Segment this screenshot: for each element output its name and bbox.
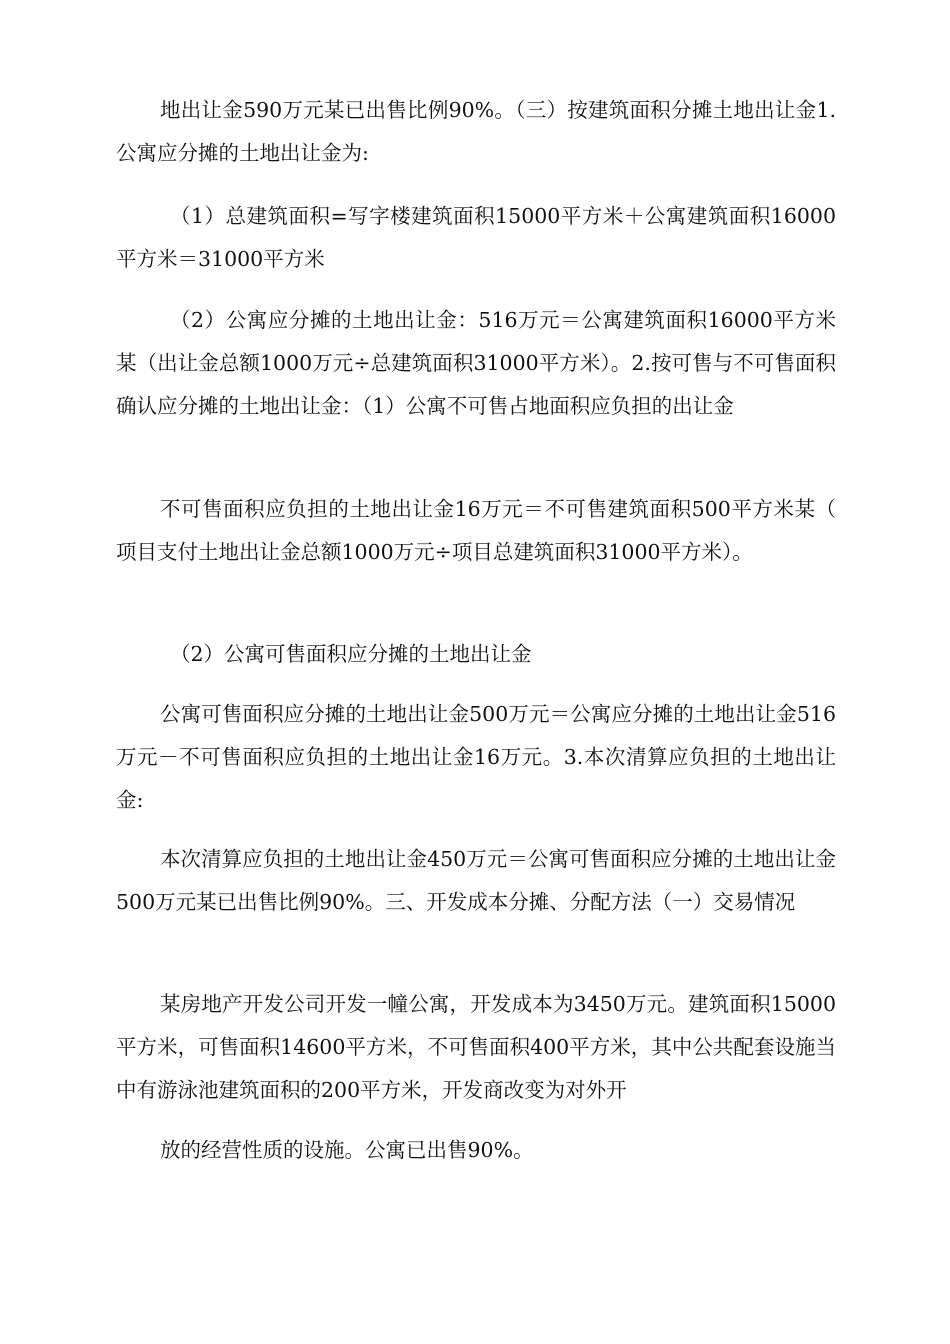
paragraph-land-fee-sold-ratio: 地出让金590万元某已出售比例90%。（三）按建筑面积分摊土地出让金1.公寓应分摊的土地出让金为: bbox=[116, 98, 836, 165]
paragraph-saleable-heading: （2）公寓可售面积应分摊的土地出让金 bbox=[170, 642, 532, 666]
paragraph-settlement-land-fee: 本次清算应负担的土地出让金450万元＝公寓可售面积应分摊的土地出让金500万元某已出售比例90%。三、开发成本分摊、分配方法（一）交易情况 bbox=[116, 847, 836, 914]
paragraph-development-cost-case: 某房地产开发公司开发一幢公寓，开发成本为3450万元。建筑面积15000平方米，可售面积14600平方米，不可售面积400平方米，其中公共配套设施当中有游泳池建筑面积的200平方米，开发商改变为对外开 bbox=[116, 992, 836, 1102]
paragraph-saleable-land-fee: 公寓可售面积应分摊的土地出让金500万元＝公寓应分摊的土地出让金516万元－不可售面积应负担的土地出让金16万元。3.本次清算应负担的土地出让金: bbox=[116, 702, 836, 812]
paragraph-apartment-land-fee: （2）公寓应分摊的土地出让金：516万元＝公寓建筑面积16000平方米某（出让金总额1000万元÷总建筑面积31000平方米）。2.按可售与不可售面积确认应分摊的土地出让金：（1）公寓不可售占地面积应负担的出让金 bbox=[116, 308, 836, 418]
paragraph-sold-percentage: 放的经营性质的设施。公寓已出售90%。 bbox=[160, 1138, 534, 1162]
paragraph-total-building-area: （1）总建筑面积=写字楼建筑面积15000平方米＋公寓建筑面积16000平方米＝31000平方米 bbox=[116, 204, 836, 271]
paragraph-unsaleable-land-fee: 不可售面积应负担的土地出让金16万元＝不可售建筑面积500平方米某（项目支付土地出让金总额1000万元÷项目总建筑面积31000平方米）。 bbox=[116, 497, 836, 564]
